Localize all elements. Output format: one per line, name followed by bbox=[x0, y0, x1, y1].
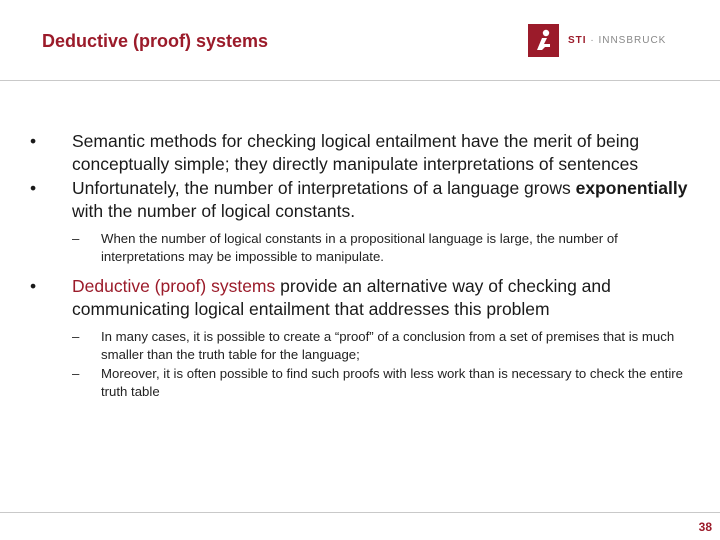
sti-logo-mark-icon bbox=[528, 24, 559, 57]
bullet-2 bbox=[30, 177, 690, 222]
bullet-marker: • bbox=[30, 178, 37, 198]
bullet-3-text: provide an alternative way of checking and communicating logical entailment that addresses this problem bbox=[72, 276, 611, 319]
bullet-2-text-bold: exponentially bbox=[575, 178, 688, 198]
bullet-1 bbox=[30, 130, 690, 175]
logo-innsbruck: INNSBRUCK bbox=[598, 35, 667, 46]
bullet-marker: • bbox=[30, 131, 37, 151]
bullet-2-text-pre: Unfortunately, the number of interpretations of a language grows bbox=[72, 178, 576, 198]
bullet-3 bbox=[30, 275, 690, 320]
sub-bullet-marker: – bbox=[72, 231, 80, 246]
logo-sep: · bbox=[586, 35, 599, 46]
page-number: 38 bbox=[698, 520, 712, 534]
footer-divider bbox=[0, 512, 720, 513]
sub-bullet-marker: – bbox=[72, 366, 80, 381]
sub-bullet-marker: – bbox=[72, 329, 80, 344]
slide-body bbox=[30, 130, 690, 408]
sub-bullet-3-2 bbox=[30, 365, 690, 400]
sub-bullet-3-1 bbox=[30, 328, 690, 363]
bullet-marker: • bbox=[30, 276, 37, 296]
bullet-2-text-post: with the number of logical constants. bbox=[72, 200, 356, 221]
sub-bullet-3-2-text: Moreover, it is often possible to find such proofs with less work than is necessary to check the entire truth table bbox=[101, 366, 683, 399]
sub-bullet-3-1-text: In many cases, it is possible to create a “proof” of a conclusion from a set of premises that is much smaller than the truth table for the language; bbox=[101, 329, 675, 362]
bullet-1-text: Semantic methods for checking logical entailment have the merit of being conceptually simple; they directly manipulate interpretations of sentences bbox=[72, 131, 640, 174]
logo-sti: STI bbox=[568, 35, 587, 46]
sub-bullet-2-1-text: When the number of logical constants in a propositional language is large, the number of interpretations may be impossible to manipulate. bbox=[101, 231, 618, 264]
slide-title: Deductive (proof) systems bbox=[42, 31, 269, 51]
bullet-3-highlight: Deductive (proof) systems bbox=[72, 276, 276, 296]
sti-innsbruck-logo bbox=[528, 24, 666, 57]
logo-text bbox=[568, 35, 666, 46]
sub-bullet-2-1 bbox=[30, 230, 690, 265]
header-divider bbox=[0, 80, 720, 81]
